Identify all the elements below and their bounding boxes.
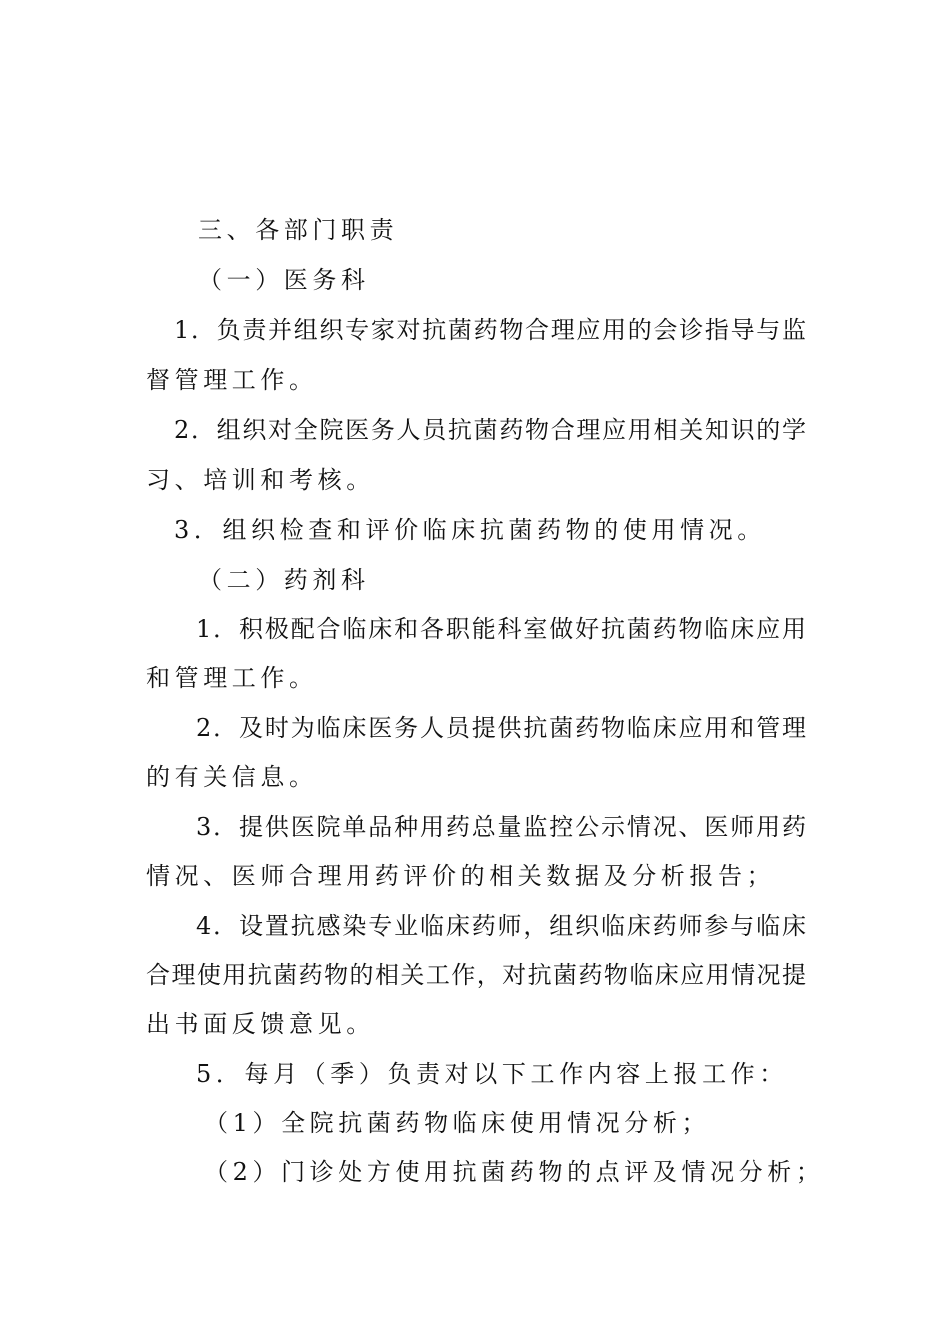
pharmacy-item-3-line-2: 情况、医师合理用药评价的相关数据及分析报告； <box>146 862 776 890</box>
medical-item-2-line-1: 2．组织对全院医务人员抗菌药物合理应用相关知识的学 <box>174 416 806 444</box>
medical-item-1-line-2: 督管理工作。 <box>146 366 318 394</box>
section-title: 三、各部门职责 <box>198 216 399 244</box>
medical-item-2-line-2: 习、培训和考核。 <box>146 466 375 494</box>
pharmacy-item-1-line-1: 1．积极配合临床和各职能科室做好抗菌药物临床应用 <box>196 615 806 643</box>
pharmacy-item-2-line-1: 2．及时为临床医务人员提供抗菌药物临床应用和管理 <box>196 714 806 742</box>
pharmacy-dept-heading: （二）药剂科 <box>198 566 370 594</box>
pharmacy-subitem-2: （2）门诊处方使用抗菌药物的点评及情况分析； <box>204 1158 825 1186</box>
pharmacy-item-1-line-2: 和管理工作。 <box>146 664 318 692</box>
medical-dept-heading: （一）医务科 <box>198 266 370 294</box>
pharmacy-item-4-line-3: 出书面反馈意见。 <box>146 1010 375 1038</box>
pharmacy-item-4-line-1: 4．设置抗感染专业临床药师，组织临床药师参与临床 <box>196 912 806 940</box>
pharmacy-item-2-line-2: 的有关信息。 <box>146 763 318 791</box>
medical-item-3: 3．组织检查和评价临床抗菌药物的使用情况。 <box>174 516 766 544</box>
pharmacy-subitem-1: （1）全院抗菌药物临床使用情况分析； <box>204 1109 711 1137</box>
pharmacy-item-5: 5．每月（季）负责对以下工作内容上报工作： <box>196 1060 788 1088</box>
pharmacy-item-4-line-2: 合理使用抗菌药物的相关工作，对抗菌药物临床应用情况提 <box>146 961 806 989</box>
pharmacy-item-3-line-1: 3．提供医院单品种用药总量监控公示情况、医师用药 <box>196 813 806 841</box>
medical-item-1-line-1: 1．负责并组织专家对抗菌药物合理应用的会诊指导与监 <box>174 316 806 344</box>
